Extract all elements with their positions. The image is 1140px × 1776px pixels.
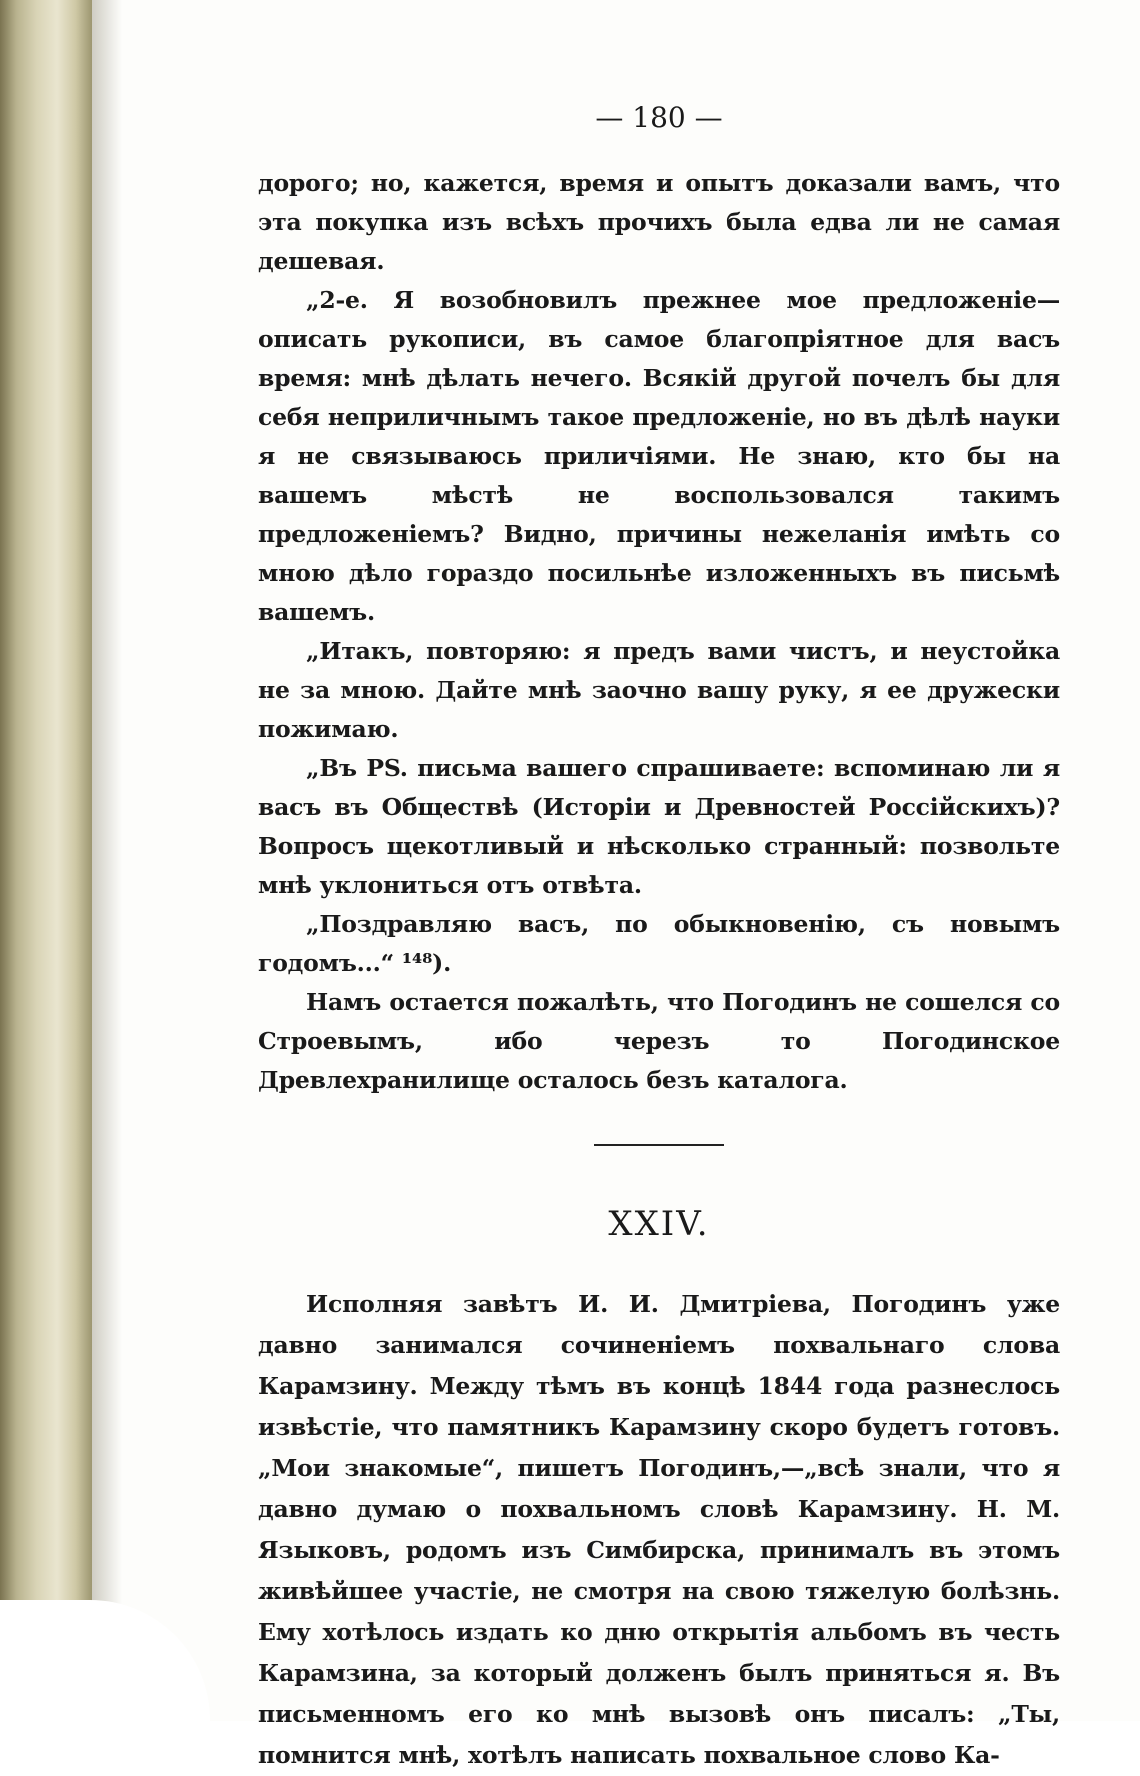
paragraph: „Итакъ, повторяю: я предъ вами чистъ, и неустойка не за мною. Дайте мнѣ заочно вашу руку, я ее дружески пожимаю. <box>258 637 1060 743</box>
book-spine <box>0 0 92 1721</box>
paragraph: Намъ остается пожалѣть, что Погодинъ не сошелся со Строевымъ, ибо черезъ то Погодинское Древлехранилище осталось безъ каталога. <box>258 988 1060 1094</box>
paragraph: „Поздравляю васъ, по обыкновенію, съ новымъ годомъ...“ ¹⁴⁸). <box>258 910 1060 977</box>
page-corner-cutout <box>0 1600 210 1721</box>
section-divider <box>594 1144 724 1146</box>
paragraph: Исполняя завѣтъ И. И. Дмитріева, Погодинъ уже давно занимался сочиненіемъ похвальнаго слова Карамзину. Между тѣмъ въ концѣ 1844 года разнеслось извѣстіе, что памятникъ Карамзину скоро будетъ готовъ. „Мои знакомые“, пишетъ Погодинъ,—„всѣ знали, что я давно думаю о похвальномъ словѣ Карамзину. Н. М. Языковъ, родомъ изъ Симбирска, принималъ въ этомъ живѣйшее участіе, не смотря на свою тяжелую болѣзнь. Ему хотѣлось издать ко дню открытія альбомъ въ честь Карамзина, за который долженъ былъ приняться я. Въ письменномъ его ко мнѣ вызовѣ онъ писалъ: „Ты, помнится мнѣ, хотѣлъ написать похвальное слово Ка- <box>258 1290 1060 1769</box>
page-number: — 180 — <box>595 101 723 134</box>
paragraph: „Въ PS. письма вашего спрашиваете: вспоминаю ли я васъ въ Обществѣ (Исторіи и Древностей Россійскихъ)? Вопросъ щекотливый и нѣсколько странный: позвольте мнѣ уклониться отъ отвѣта. <box>258 754 1060 899</box>
paragraph: „2-е. Я возобновилъ прежнее мое предложеніе—описать рукописи, въ самое благопріятное для васъ время: мнѣ дѣлать нечего. Всякій другой почелъ бы для себя неприличнымъ такое предложеніе, но въ дѣлѣ науки я не связываюсь приличіями. Не знаю, кто бы на вашемъ мѣстѣ не воспользовался такимъ предложеніемъ? Видно, причины нежеланія имѣть со мною дѣло гораздо посильнѣе изложенныхъ въ письмѣ вашемъ. <box>258 286 1060 626</box>
gutter-shadow <box>92 0 122 1721</box>
text-block <box>258 100 1060 1776</box>
chapter-title: XXIV. <box>608 1204 710 1244</box>
paragraph: дорого; но, кажется, время и опытъ доказали вамъ, что эта покупка изъ всѣхъ прочихъ была едва ли не самая дешевая. <box>258 169 1060 275</box>
